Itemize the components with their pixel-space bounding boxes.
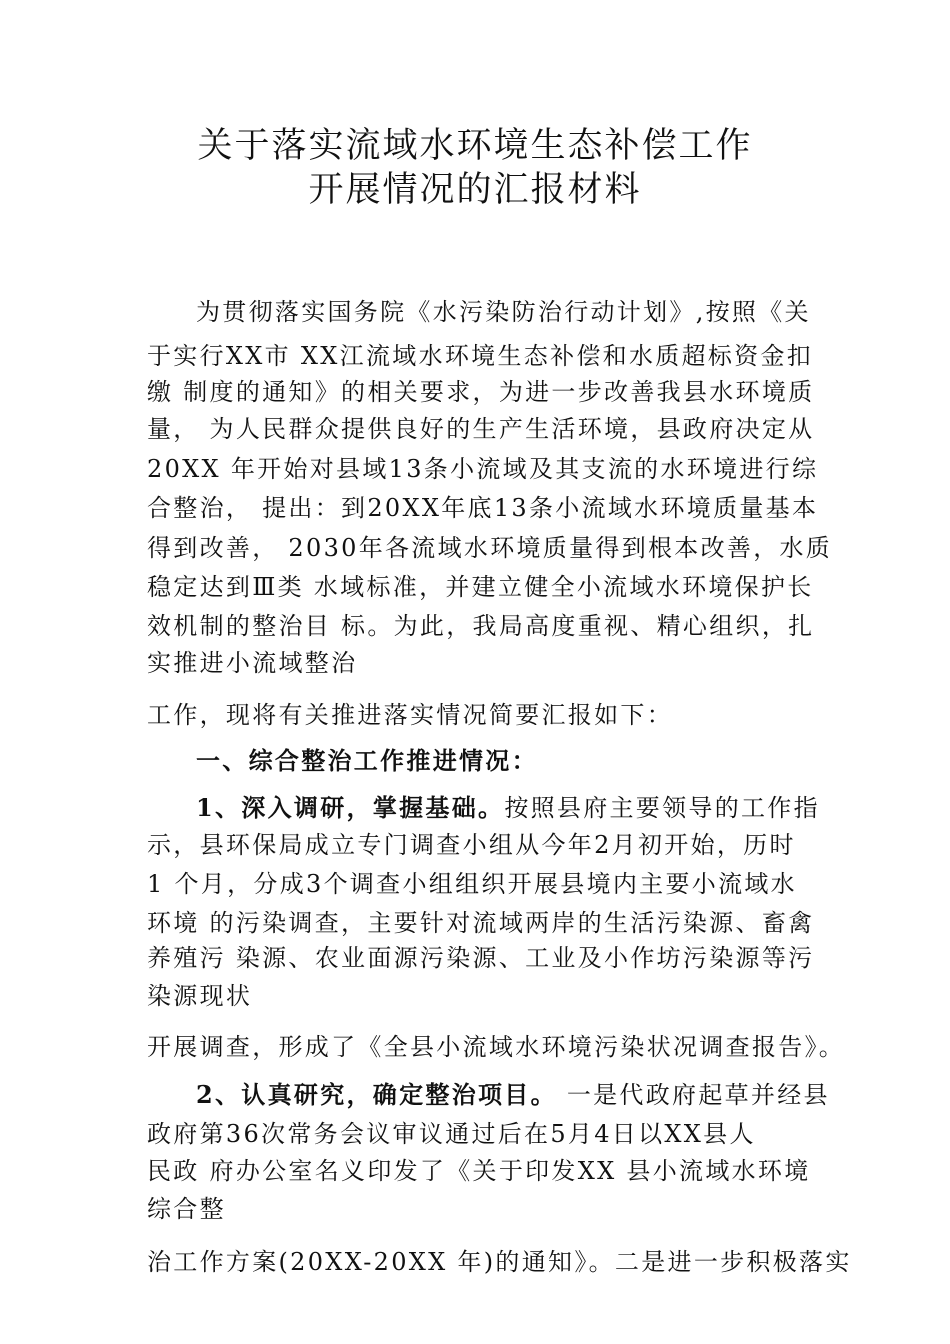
paragraph-line: 染源现状 bbox=[147, 982, 253, 1010]
document-title-line1: 关于落实流域水环境生态补偿工作 bbox=[197, 126, 753, 166]
paragraph-line: 示，县环保局成立专门调查小组从今年2月初开始，历时 bbox=[147, 831, 796, 859]
document-title-line2: 开展情况的汇报材料 bbox=[308, 170, 642, 210]
paragraph-line: 综合整 bbox=[147, 1195, 226, 1223]
paragraph-line: 治工作方案(20XX-20XX 年)的通知》。二是进一步积极落实 bbox=[147, 1248, 852, 1276]
paragraph-line: 工作，现将有关推进落实情况简要汇报如下： bbox=[147, 701, 673, 729]
paragraph-line: 1 个月，分成3个调查小组组织开展县境内主要小流域水 bbox=[147, 870, 797, 898]
paragraph-line: 于实行XX市 XX江流域水环境生态补偿和水质超标资金扣 bbox=[147, 342, 814, 370]
paragraph-line: 20XX 年开始对县域13条小流域及其支流的水环境进行综 bbox=[147, 455, 819, 483]
paragraph-line: 得到改善， 2030年各流域水环境质量得到根本改善，水质 bbox=[147, 534, 833, 562]
paragraph-line bbox=[196, 793, 820, 822]
paragraph-line bbox=[196, 1080, 830, 1109]
subheading-2: 2、认真研究，确定整治项目。 bbox=[196, 1080, 557, 1109]
paragraph-text: 按照县府主要领导的工作指 bbox=[504, 794, 820, 822]
paragraph-line: 实推进小流域整治 bbox=[147, 649, 358, 677]
section-heading: 一、综合整治工作推进情况： bbox=[196, 746, 538, 775]
paragraph-line: 合整治， 提出：到20XX年底13条小流域水环境质量基本 bbox=[147, 494, 819, 522]
paragraph-line: 稳定达到Ⅲ类 水域标准，并建立健全小流域水环境保护长 bbox=[147, 573, 814, 601]
subheading-1: 1、深入调研，掌握基础。 bbox=[196, 793, 505, 822]
paragraph-line: 开展调查，形成了《全县小流域水环境污染状况调查报告》。 bbox=[147, 1033, 846, 1061]
paragraph-line: 量， 为人民群众提供良好的生产生活环境，县政府决定从 bbox=[147, 415, 815, 443]
paragraph-line: 政府第36次常务会议审议通过后在5月4日以XX县人 bbox=[147, 1120, 756, 1148]
paragraph-line: 为贯彻落实国务院《水污染防治行动计划》,按照《关 bbox=[196, 298, 811, 326]
paragraph-line: 效机制的整治目 标。为此，我局高度重视、精心组织，扎 bbox=[147, 612, 815, 640]
paragraph-line: 缴 制度的通知》的相关要求，为进一步改善我县水环境质 bbox=[147, 378, 815, 406]
paragraph-line: 环境 的污染调查，主要针对流域两岸的生活污染源、畜禽 bbox=[147, 909, 815, 937]
paragraph-line: 民政 府办公室名义印发了《关于印发XX 县小流域水环境 bbox=[147, 1157, 811, 1185]
paragraph-line: 养殖污 染源、农业面源污染源、工业及小作坊污染源等污 bbox=[147, 944, 815, 972]
paragraph-text: 一是代政府起草并经县 bbox=[556, 1081, 830, 1109]
